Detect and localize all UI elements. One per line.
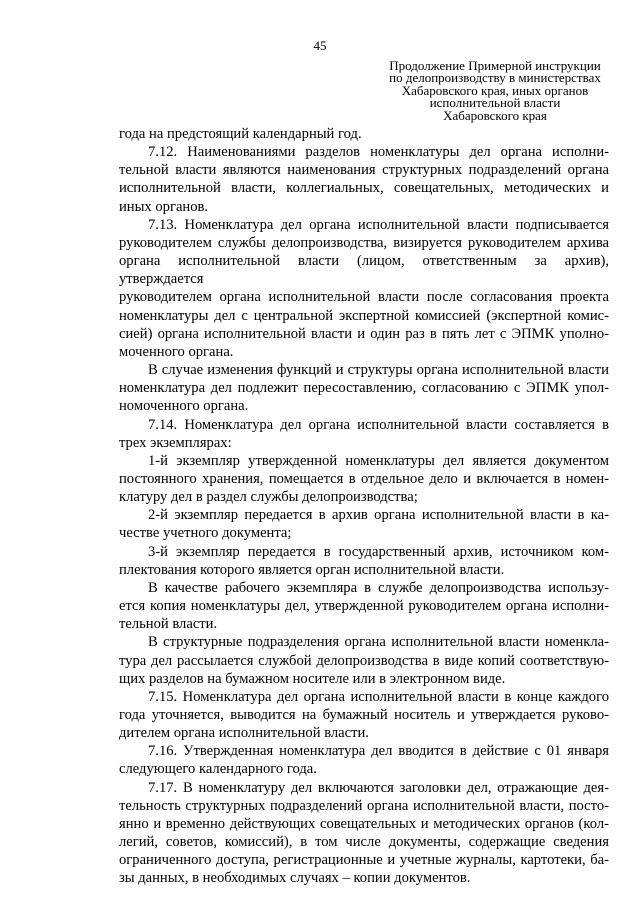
body-text-line: 7.14. Номенклатура дел органа исполнительной власти составляется в <box>148 416 609 433</box>
body-text-line: щих разделов на бумажном носителе или в электронном виде. <box>119 670 506 687</box>
body-text-line: ограниченного доступа, регистрационные и учетные журналы, картотеки, ба- <box>119 852 609 869</box>
body-text-line: тельность структурных подразделений органа исполнительной власти, посто- <box>119 797 609 814</box>
body-text-line: следующего календарного года. <box>119 761 317 778</box>
body-text-line: В структурные подразделения органа исполнительной власти номенкла- <box>148 634 609 651</box>
body-text-line: честве учетного документа; <box>119 525 292 542</box>
body-text-line: В случае изменения функций и структуры органа исполнительной власти <box>148 362 609 379</box>
body-text-line: руководителем службы делопроизводства, визируется руководителем архива <box>119 234 609 251</box>
body-text-line: руководителем органа исполнительной власти после согласования проекта <box>119 289 609 306</box>
body-text-line: ется копия номенклатуры дел, утвержденной руководителем органа исполни- <box>119 598 609 615</box>
body-text-line: 7.12. Наименованиями разделов номенклатуры дел органа исполни- <box>148 144 609 161</box>
document-body <box>119 125 609 888</box>
body-text-line: года уточняется, выводится на бумажный носитель и утверждается руково- <box>119 707 609 723</box>
body-text-line: постоянного хранения, помещается в отдельное дело и включается в номен- <box>119 470 609 487</box>
body-text-line: номенклатура дел подлежит пересоставлению, согласованию с ЭПМК упол- <box>119 380 609 397</box>
running-header-line: Хабаровского края, иных органов <box>401 82 589 98</box>
body-text-line: зы данных, в необходимых случаях – копии документов. <box>119 870 471 887</box>
running-header <box>380 60 610 122</box>
body-text-line: 3-й экземпляр передается в государственный архив, источником ком- <box>148 543 609 560</box>
page-number: 45 <box>313 38 327 53</box>
body-text-line: года на предстоящий календарный год. <box>119 126 362 142</box>
body-text-line: легий, советов, комиссий), в том числе документы, содержащие сведения <box>119 834 609 851</box>
body-text-line: янно и временно действующих совещательных и методических органов (кол- <box>119 815 609 832</box>
body-text-line: номенклатуры дел с центральной экспертной комиссией (экспертной комис- <box>119 307 609 324</box>
body-text-line: иных органов. <box>119 198 209 215</box>
body-text-line: тура дел рассылается службой делопроизводства в виде копий соответствую- <box>119 652 609 669</box>
running-header-line: исполнительной власти <box>429 95 561 111</box>
body-text-line: моченного органа. <box>119 343 234 360</box>
body-text-line: клатуру дел в раздел службы делопроизводства; <box>119 489 418 506</box>
body-text-line: дителем органа исполнительной власти. <box>119 725 369 742</box>
body-text-line: тельной власти являются наименования структурных подразделений органа <box>119 162 609 179</box>
body-text-line: 1-й экземпляр утвержденной номенклатуры дел является документом <box>148 452 609 469</box>
body-text-line: сией) органа исполнительной власти и один раз в пять лет с ЭПМК уполно- <box>119 325 609 342</box>
running-header-line: Продолжение Примерной инструкции <box>389 58 601 73</box>
body-text-line: В качестве рабочего экземпляра в службе делопроизводства использу- <box>148 579 609 596</box>
body-text-line: исполнительной власти, коллегиальных, совещательных, методических и <box>119 180 609 197</box>
body-text-line: плектования которого является орган исполнительной власти. <box>119 561 505 578</box>
running-header-line: Хабаровского края <box>443 107 547 123</box>
body-text-line: 7.13. Номенклатура дел органа исполнительной власти подписывается <box>148 216 609 233</box>
running-header-line: по делопроизводству в министерствах <box>389 70 601 86</box>
body-text-line: органа исполнительной власти (лицом, ответственным за архив), утверждается <box>119 253 609 288</box>
body-text-line: 2-й экземпляр передается в архив органа исполнительной власти в ка- <box>148 507 609 524</box>
body-text-line: 7.17. В номенклатуру дел включаются заголовки дел, отражающие дея- <box>148 779 609 796</box>
body-text-line: трех экземплярах: <box>119 434 232 451</box>
body-text-line: 7.15. Номенклатура дел органа исполнительной власти в конце каждого <box>148 688 609 705</box>
body-text-line: тельной власти. <box>119 616 218 633</box>
body-text-line: 7.16. Утвержденная номенклатура дел вводится в действие с 01 января <box>148 743 609 760</box>
body-text-line: номоченного органа. <box>119 398 249 415</box>
